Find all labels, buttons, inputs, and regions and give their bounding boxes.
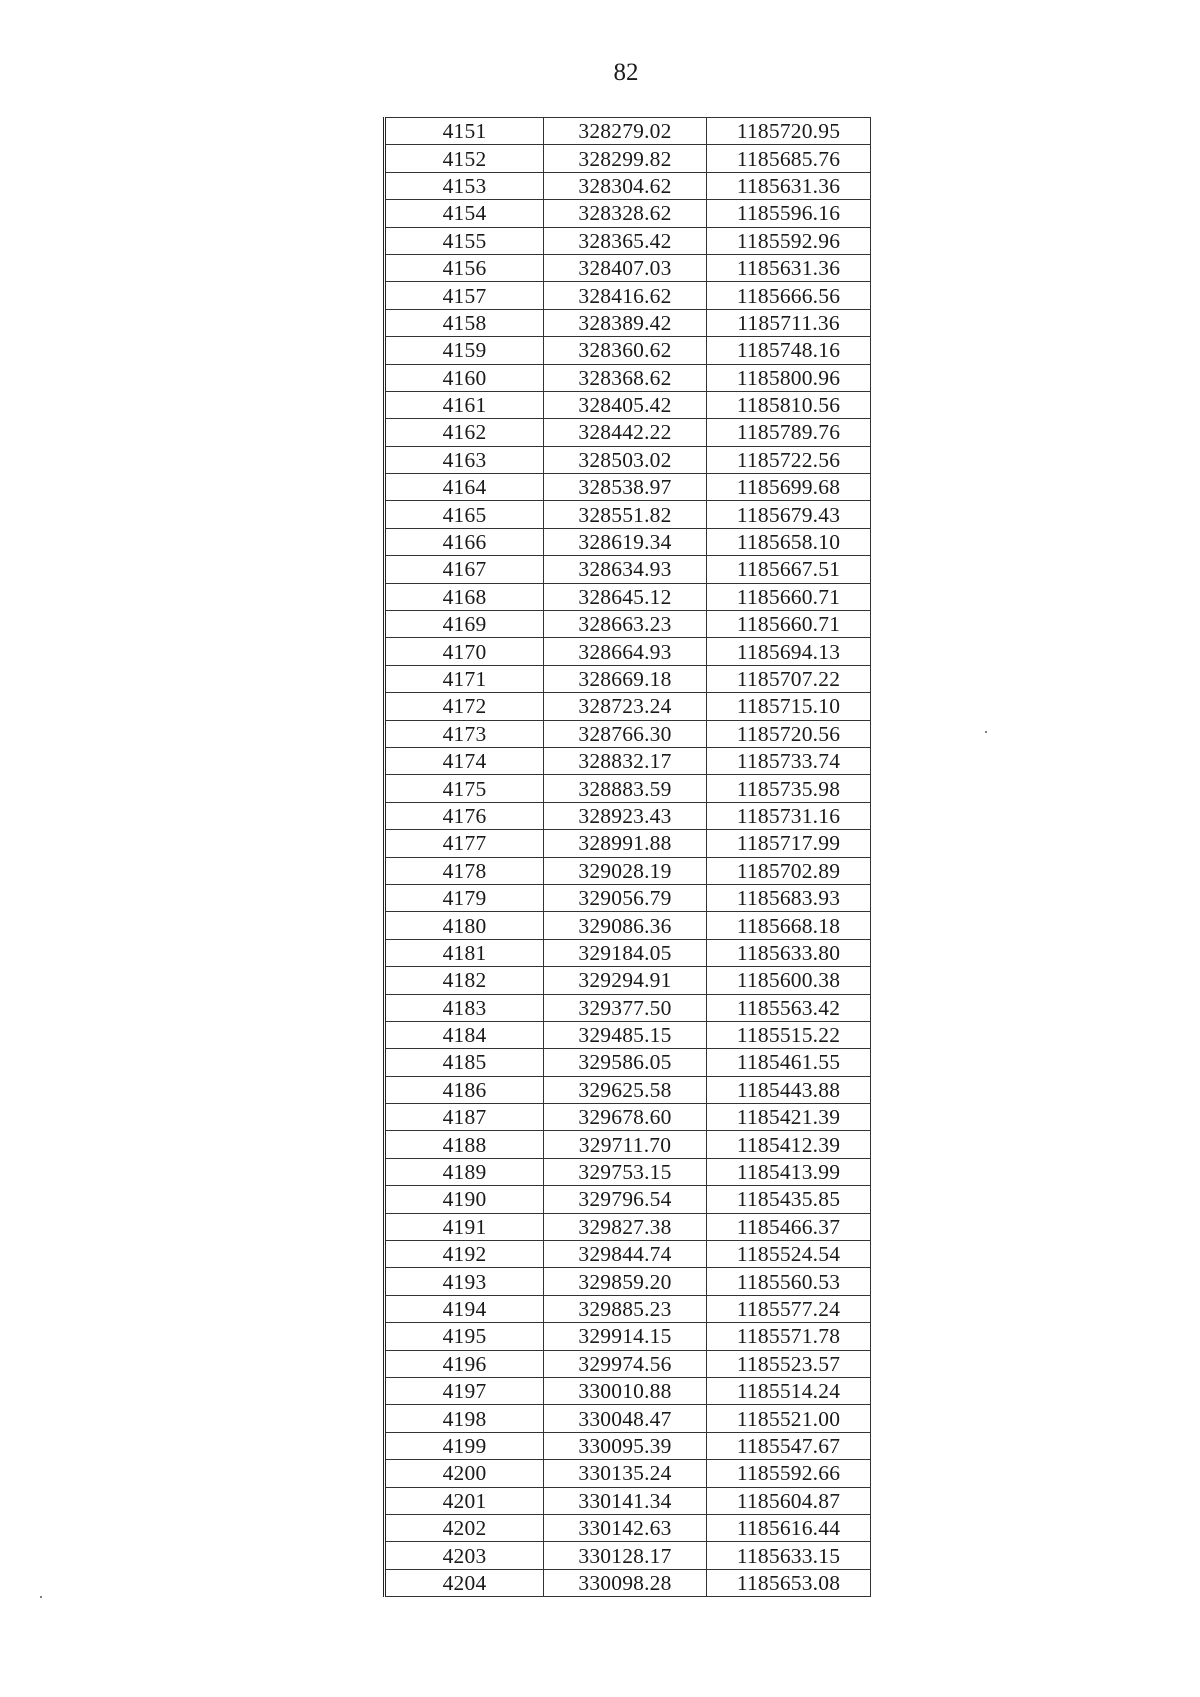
coordinate-table xyxy=(383,117,871,1597)
table-row xyxy=(385,1268,871,1295)
table-row xyxy=(385,1104,871,1131)
table-row xyxy=(385,172,871,199)
table-row xyxy=(385,474,871,501)
y-coordinate-cell: 1185592.66 xyxy=(707,1460,871,1487)
y-coordinate-cell: 1185633.15 xyxy=(707,1542,871,1569)
y-coordinate-cell: 1185413.99 xyxy=(707,1158,871,1185)
point-number-cell: 4159 xyxy=(385,337,544,364)
table-row xyxy=(385,1405,871,1432)
point-number-cell: 4186 xyxy=(385,1076,544,1103)
y-coordinate-cell: 1185800.96 xyxy=(707,364,871,391)
table-row xyxy=(385,994,871,1021)
point-number-cell: 4191 xyxy=(385,1213,544,1240)
point-number-cell: 4198 xyxy=(385,1405,544,1432)
table-row xyxy=(385,1213,871,1240)
scan-speck xyxy=(985,731,987,733)
y-coordinate-cell: 1185521.00 xyxy=(707,1405,871,1432)
coordinate-table-container xyxy=(383,117,871,1597)
table-row xyxy=(385,556,871,583)
point-number-cell: 4156 xyxy=(385,254,544,281)
x-coordinate-cell: 329796.54 xyxy=(544,1186,707,1213)
x-coordinate-cell: 328304.62 xyxy=(544,172,707,199)
table-row xyxy=(385,1377,871,1404)
point-number-cell: 4183 xyxy=(385,994,544,1021)
x-coordinate-cell: 330095.39 xyxy=(544,1432,707,1459)
y-coordinate-cell: 1185720.95 xyxy=(707,118,871,145)
point-number-cell: 4163 xyxy=(385,446,544,473)
x-coordinate-cell: 328664.93 xyxy=(544,638,707,665)
coordinate-table-body xyxy=(385,118,871,1597)
x-coordinate-cell: 329586.05 xyxy=(544,1049,707,1076)
point-number-cell: 4181 xyxy=(385,939,544,966)
x-coordinate-cell: 328663.23 xyxy=(544,611,707,638)
y-coordinate-cell: 1185421.39 xyxy=(707,1104,871,1131)
x-coordinate-cell: 328723.24 xyxy=(544,693,707,720)
x-coordinate-cell: 329974.56 xyxy=(544,1350,707,1377)
point-number-cell: 4161 xyxy=(385,391,544,418)
table-row xyxy=(385,337,871,364)
y-coordinate-cell: 1185523.57 xyxy=(707,1350,871,1377)
x-coordinate-cell: 329294.91 xyxy=(544,967,707,994)
point-number-cell: 4169 xyxy=(385,611,544,638)
y-coordinate-cell: 1185631.36 xyxy=(707,254,871,281)
point-number-cell: 4174 xyxy=(385,747,544,774)
x-coordinate-cell: 329844.74 xyxy=(544,1241,707,1268)
x-coordinate-cell: 328407.03 xyxy=(544,254,707,281)
table-row xyxy=(385,747,871,774)
point-number-cell: 4154 xyxy=(385,200,544,227)
x-coordinate-cell: 329086.36 xyxy=(544,912,707,939)
y-coordinate-cell: 1185631.36 xyxy=(707,172,871,199)
point-number-cell: 4187 xyxy=(385,1104,544,1131)
y-coordinate-cell: 1185596.16 xyxy=(707,200,871,227)
table-row xyxy=(385,501,871,528)
x-coordinate-cell: 328669.18 xyxy=(544,665,707,692)
x-coordinate-cell: 329377.50 xyxy=(544,994,707,1021)
table-row xyxy=(385,857,871,884)
y-coordinate-cell: 1185577.24 xyxy=(707,1295,871,1322)
point-number-cell: 4152 xyxy=(385,145,544,172)
page-number: 82 xyxy=(613,59,639,86)
table-row xyxy=(385,1295,871,1322)
table-row xyxy=(385,1241,871,1268)
table-row xyxy=(385,391,871,418)
y-coordinate-cell: 1185604.87 xyxy=(707,1487,871,1514)
point-number-cell: 4193 xyxy=(385,1268,544,1295)
point-number-cell: 4201 xyxy=(385,1487,544,1514)
x-coordinate-cell: 329914.15 xyxy=(544,1323,707,1350)
table-row xyxy=(385,145,871,172)
table-row xyxy=(385,1460,871,1487)
y-coordinate-cell: 1185685.76 xyxy=(707,145,871,172)
point-number-cell: 4185 xyxy=(385,1049,544,1076)
y-coordinate-cell: 1185514.24 xyxy=(707,1377,871,1404)
point-number-cell: 4173 xyxy=(385,720,544,747)
y-coordinate-cell: 1185722.56 xyxy=(707,446,871,473)
point-number-cell: 4162 xyxy=(385,419,544,446)
point-number-cell: 4166 xyxy=(385,528,544,555)
point-number-cell: 4157 xyxy=(385,282,544,309)
point-number-cell: 4188 xyxy=(385,1131,544,1158)
y-coordinate-cell: 1185461.55 xyxy=(707,1049,871,1076)
table-row xyxy=(385,1323,871,1350)
point-number-cell: 4190 xyxy=(385,1186,544,1213)
point-number-cell: 4177 xyxy=(385,830,544,857)
x-coordinate-cell: 328365.42 xyxy=(544,227,707,254)
x-coordinate-cell: 328619.34 xyxy=(544,528,707,555)
x-coordinate-cell: 330128.17 xyxy=(544,1542,707,1569)
point-number-cell: 4167 xyxy=(385,556,544,583)
y-coordinate-cell: 1185592.96 xyxy=(707,227,871,254)
point-number-cell: 4194 xyxy=(385,1295,544,1322)
point-number-cell: 4172 xyxy=(385,693,544,720)
table-row xyxy=(385,1021,871,1048)
point-number-cell: 4175 xyxy=(385,775,544,802)
table-row xyxy=(385,282,871,309)
x-coordinate-cell: 329678.60 xyxy=(544,1104,707,1131)
table-row xyxy=(385,364,871,391)
point-number-cell: 4155 xyxy=(385,227,544,254)
y-coordinate-cell: 1185547.67 xyxy=(707,1432,871,1459)
x-coordinate-cell: 330141.34 xyxy=(544,1487,707,1514)
x-coordinate-cell: 328405.42 xyxy=(544,391,707,418)
table-row xyxy=(385,1487,871,1514)
y-coordinate-cell: 1185600.38 xyxy=(707,967,871,994)
y-coordinate-cell: 1185679.43 xyxy=(707,501,871,528)
y-coordinate-cell: 1185715.10 xyxy=(707,693,871,720)
x-coordinate-cell: 329184.05 xyxy=(544,939,707,966)
x-coordinate-cell: 328328.62 xyxy=(544,200,707,227)
point-number-cell: 4203 xyxy=(385,1542,544,1569)
y-coordinate-cell: 1185616.44 xyxy=(707,1514,871,1541)
x-coordinate-cell: 329711.70 xyxy=(544,1131,707,1158)
table-row xyxy=(385,967,871,994)
y-coordinate-cell: 1185748.16 xyxy=(707,337,871,364)
y-coordinate-cell: 1185711.36 xyxy=(707,309,871,336)
table-row xyxy=(385,1158,871,1185)
scan-speck xyxy=(40,1596,42,1598)
table-row xyxy=(385,802,871,829)
table-row xyxy=(385,309,871,336)
y-coordinate-cell: 1185653.08 xyxy=(707,1569,871,1596)
point-number-cell: 4168 xyxy=(385,583,544,610)
x-coordinate-cell: 328279.02 xyxy=(544,118,707,145)
table-row xyxy=(385,254,871,281)
table-row xyxy=(385,1542,871,1569)
point-number-cell: 4176 xyxy=(385,802,544,829)
table-row xyxy=(385,693,871,720)
point-number-cell: 4164 xyxy=(385,474,544,501)
y-coordinate-cell: 1185563.42 xyxy=(707,994,871,1021)
x-coordinate-cell: 328883.59 xyxy=(544,775,707,802)
x-coordinate-cell: 328645.12 xyxy=(544,583,707,610)
y-coordinate-cell: 1185667.51 xyxy=(707,556,871,583)
point-number-cell: 4200 xyxy=(385,1460,544,1487)
table-row xyxy=(385,611,871,638)
y-coordinate-cell: 1185443.88 xyxy=(707,1076,871,1103)
table-row xyxy=(385,118,871,145)
y-coordinate-cell: 1185660.71 xyxy=(707,611,871,638)
y-coordinate-cell: 1185733.74 xyxy=(707,747,871,774)
table-row xyxy=(385,665,871,692)
y-coordinate-cell: 1185735.98 xyxy=(707,775,871,802)
point-number-cell: 4189 xyxy=(385,1158,544,1185)
x-coordinate-cell: 329028.19 xyxy=(544,857,707,884)
y-coordinate-cell: 1185810.56 xyxy=(707,391,871,418)
table-row xyxy=(385,775,871,802)
point-number-cell: 4184 xyxy=(385,1021,544,1048)
y-coordinate-cell: 1185702.89 xyxy=(707,857,871,884)
table-row xyxy=(385,528,871,555)
table-row xyxy=(385,638,871,665)
y-coordinate-cell: 1185694.13 xyxy=(707,638,871,665)
point-number-cell: 4196 xyxy=(385,1350,544,1377)
table-row xyxy=(385,939,871,966)
y-coordinate-cell: 1185571.78 xyxy=(707,1323,871,1350)
point-number-cell: 4195 xyxy=(385,1323,544,1350)
table-row xyxy=(385,227,871,254)
table-row xyxy=(385,1432,871,1459)
table-row xyxy=(385,200,871,227)
x-coordinate-cell: 330142.63 xyxy=(544,1514,707,1541)
y-coordinate-cell: 1185466.37 xyxy=(707,1213,871,1240)
y-coordinate-cell: 1185683.93 xyxy=(707,884,871,911)
x-coordinate-cell: 328389.42 xyxy=(544,309,707,336)
y-coordinate-cell: 1185717.99 xyxy=(707,830,871,857)
table-row xyxy=(385,830,871,857)
y-coordinate-cell: 1185660.71 xyxy=(707,583,871,610)
x-coordinate-cell: 328503.02 xyxy=(544,446,707,473)
table-row xyxy=(385,1076,871,1103)
x-coordinate-cell: 330098.28 xyxy=(544,1569,707,1596)
point-number-cell: 4197 xyxy=(385,1377,544,1404)
point-number-cell: 4170 xyxy=(385,638,544,665)
x-coordinate-cell: 328538.97 xyxy=(544,474,707,501)
x-coordinate-cell: 329056.79 xyxy=(544,884,707,911)
y-coordinate-cell: 1185412.39 xyxy=(707,1131,871,1158)
y-coordinate-cell: 1185720.56 xyxy=(707,720,871,747)
y-coordinate-cell: 1185699.68 xyxy=(707,474,871,501)
table-row xyxy=(385,1131,871,1158)
table-row xyxy=(385,884,871,911)
x-coordinate-cell: 328442.22 xyxy=(544,419,707,446)
x-coordinate-cell: 328416.62 xyxy=(544,282,707,309)
x-coordinate-cell: 329485.15 xyxy=(544,1021,707,1048)
point-number-cell: 4204 xyxy=(385,1569,544,1596)
y-coordinate-cell: 1185789.76 xyxy=(707,419,871,446)
x-coordinate-cell: 329885.23 xyxy=(544,1295,707,1322)
x-coordinate-cell: 328923.43 xyxy=(544,802,707,829)
point-number-cell: 4160 xyxy=(385,364,544,391)
x-coordinate-cell: 329827.38 xyxy=(544,1213,707,1240)
y-coordinate-cell: 1185731.16 xyxy=(707,802,871,829)
x-coordinate-cell: 328551.82 xyxy=(544,501,707,528)
point-number-cell: 4178 xyxy=(385,857,544,884)
table-row xyxy=(385,1569,871,1596)
y-coordinate-cell: 1185658.10 xyxy=(707,528,871,555)
table-row xyxy=(385,583,871,610)
point-number-cell: 4182 xyxy=(385,967,544,994)
x-coordinate-cell: 329753.15 xyxy=(544,1158,707,1185)
table-row xyxy=(385,446,871,473)
point-number-cell: 4202 xyxy=(385,1514,544,1541)
y-coordinate-cell: 1185435.85 xyxy=(707,1186,871,1213)
point-number-cell: 4151 xyxy=(385,118,544,145)
point-number-cell: 4192 xyxy=(385,1241,544,1268)
point-number-cell: 4158 xyxy=(385,309,544,336)
x-coordinate-cell: 328991.88 xyxy=(544,830,707,857)
y-coordinate-cell: 1185633.80 xyxy=(707,939,871,966)
y-coordinate-cell: 1185560.53 xyxy=(707,1268,871,1295)
x-coordinate-cell: 328360.62 xyxy=(544,337,707,364)
y-coordinate-cell: 1185666.56 xyxy=(707,282,871,309)
x-coordinate-cell: 328832.17 xyxy=(544,747,707,774)
x-coordinate-cell: 329859.20 xyxy=(544,1268,707,1295)
table-row xyxy=(385,912,871,939)
point-number-cell: 4199 xyxy=(385,1432,544,1459)
table-row xyxy=(385,419,871,446)
point-number-cell: 4153 xyxy=(385,172,544,199)
x-coordinate-cell: 328368.62 xyxy=(544,364,707,391)
y-coordinate-cell: 1185515.22 xyxy=(707,1021,871,1048)
table-row xyxy=(385,720,871,747)
point-number-cell: 4171 xyxy=(385,665,544,692)
table-row xyxy=(385,1514,871,1541)
x-coordinate-cell: 328766.30 xyxy=(544,720,707,747)
point-number-cell: 4180 xyxy=(385,912,544,939)
x-coordinate-cell: 330010.88 xyxy=(544,1377,707,1404)
y-coordinate-cell: 1185668.18 xyxy=(707,912,871,939)
point-number-cell: 4165 xyxy=(385,501,544,528)
y-coordinate-cell: 1185524.54 xyxy=(707,1241,871,1268)
x-coordinate-cell: 329625.58 xyxy=(544,1076,707,1103)
x-coordinate-cell: 328634.93 xyxy=(544,556,707,583)
x-coordinate-cell: 330135.24 xyxy=(544,1460,707,1487)
table-row xyxy=(385,1049,871,1076)
x-coordinate-cell: 330048.47 xyxy=(544,1405,707,1432)
point-number-cell: 4179 xyxy=(385,884,544,911)
table-row xyxy=(385,1350,871,1377)
table-row xyxy=(385,1186,871,1213)
y-coordinate-cell: 1185707.22 xyxy=(707,665,871,692)
x-coordinate-cell: 328299.82 xyxy=(544,145,707,172)
